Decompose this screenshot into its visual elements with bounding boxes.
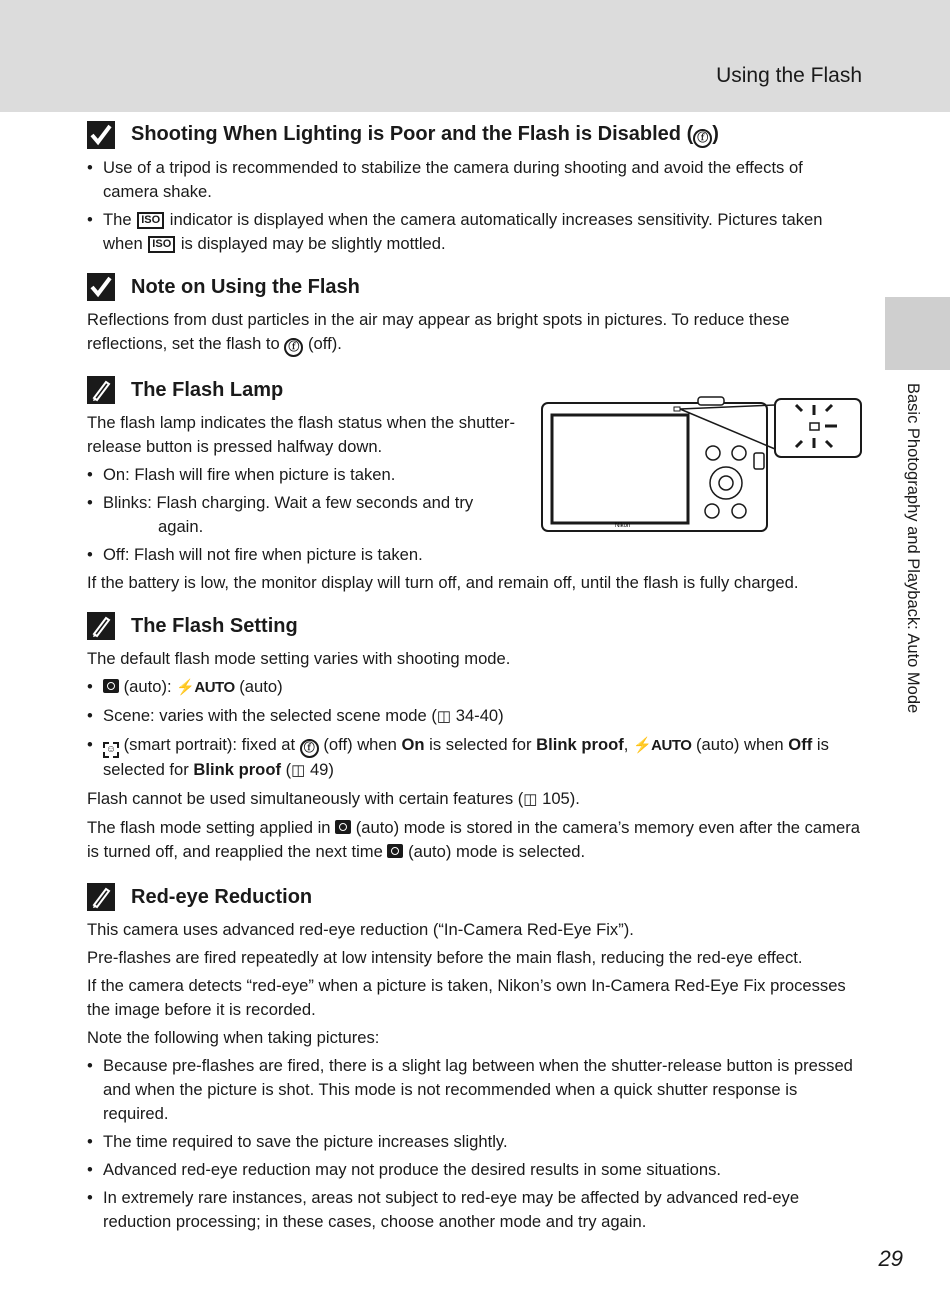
paragraph: Flash cannot be used simultaneously with certain features (◫ 105).	[87, 787, 862, 812]
list-item: • In extremely rare instances, areas not subject to red-eye may be affected by advanced red-eye reduction processing; in these cases, choose another mode and try again.	[87, 1186, 862, 1234]
iso-indicator-icon: ISO	[137, 212, 164, 229]
auto-mode-icon	[103, 679, 119, 693]
list-item: • (auto): ⚡AUTO (auto)	[87, 675, 862, 700]
page-number: 29	[878, 1246, 903, 1271]
flash-off-icon: ⓕ	[284, 338, 303, 357]
section-red-eye	[87, 880, 862, 1234]
list-item: • ☺ (smart portrait): fixed at ⓕ (off) when On is selected for Blink proof, ⚡AUTO (auto) when Off is selected for Blink proof (◫ 49)	[87, 733, 862, 783]
pencil-note-icon	[87, 376, 115, 404]
flash-auto-icon: ⚡AUTO	[176, 679, 235, 696]
section-title: Red-eye Reduction	[131, 885, 313, 908]
book-ref-icon: ◫	[523, 791, 538, 808]
list-item: • Off: Flash will not fire when picture is taken.	[87, 543, 527, 567]
paragraph: The flash mode setting applied in (auto) mode is stored in the camera’s memory even after the camera is turned off, and reapplied the next time (auto) mode is selected.	[87, 818, 860, 861]
section-note-flash	[87, 270, 862, 357]
page-header	[0, 0, 950, 112]
side-tab	[885, 297, 950, 370]
section-flash-setting	[87, 609, 862, 864]
paragraph: The flash lamp indicates the flash status when the shutter-release button is pressed halfway down.	[87, 413, 515, 456]
list-item: • Because pre-flashes are fired, there is a slight lag between when the shutter-release button is pressed and when the picture is shot. This mode is not recommended when a quick shutter response is required.	[87, 1054, 862, 1126]
section-title: Note on Using the Flash	[131, 275, 360, 298]
section-title: Shooting When Lighting is Poor and the Flash is Disabled ( ⓕ )	[131, 123, 719, 148]
camera-brand: Nikon	[615, 523, 631, 529]
list-item: • The time required to save the picture increases slightly.	[87, 1130, 862, 1154]
paragraph: The default flash mode setting varies with shooting mode.	[87, 649, 511, 668]
smart-portrait-icon: ☺	[103, 742, 119, 758]
check-note-icon	[87, 121, 115, 149]
list-item: • Blinks: Flash charging. Wait a few seconds and try again.	[87, 491, 527, 539]
pencil-note-icon	[87, 612, 115, 640]
list-item: • On: Flash will fire when picture is taken.	[87, 463, 527, 487]
camera-illustration	[540, 393, 865, 538]
flash-off-icon: ⓕ	[300, 739, 319, 758]
list-item: • Scene: varies with the selected scene mode (◫ 34-40)	[87, 704, 862, 729]
header-title: Using the Flash	[716, 64, 862, 87]
section-title: The Flash Setting	[131, 614, 298, 637]
page-content	[87, 118, 862, 1238]
paragraph: Pre-flashes are fired repeatedly at low intensity before the main flash, reducing the red-eye effect.	[87, 948, 803, 967]
auto-mode-icon	[387, 844, 403, 858]
list-item: • Advanced red-eye reduction may not produce the desired results in some situations.	[87, 1158, 862, 1182]
side-tab-label: Basic Photography and Playback: Auto Mode	[904, 383, 922, 714]
paragraph: This camera uses advanced red-eye reduction (“In-Camera Red-Eye Fix”).	[87, 920, 634, 939]
flash-off-icon: ⓕ	[693, 129, 712, 148]
paragraph: Reflections from dust particles in the air may appear as bright spots in pictures. To reduce these reflections, set the flash to ⓕ (off).	[87, 308, 862, 357]
flash-auto-icon: ⚡AUTO	[633, 737, 692, 754]
paragraph: If the battery is low, the monitor display will turn off, and remain off, until the flash is fully charged.	[87, 573, 799, 592]
iso-indicator-icon: ISO	[148, 236, 175, 253]
section-poor-light	[87, 118, 862, 256]
section-title: The Flash Lamp	[131, 378, 284, 401]
book-ref-icon: ◫	[436, 708, 452, 725]
paragraph: If the camera detects “red-eye” when a picture is taken, Nikon’s own In-Camera Red-Eye Fix processes the image before it is recorded.	[87, 976, 846, 1019]
paragraph: Note the following when taking pictures:	[87, 1028, 380, 1047]
auto-mode-icon	[335, 820, 351, 834]
list-item: • The ISO indicator is displayed when the camera automatically increases sensitivity. Pictures taken when ISO is displayed may be slightly mottled.	[87, 208, 862, 256]
pencil-note-icon	[87, 883, 115, 911]
book-ref-icon: ◫	[291, 762, 306, 779]
section-flash-lamp	[87, 373, 862, 595]
list-item: • Use of a tripod is recommended to stabilize the camera during shooting and avoid the effects of camera shake.	[87, 156, 862, 204]
check-note-icon	[87, 273, 115, 301]
